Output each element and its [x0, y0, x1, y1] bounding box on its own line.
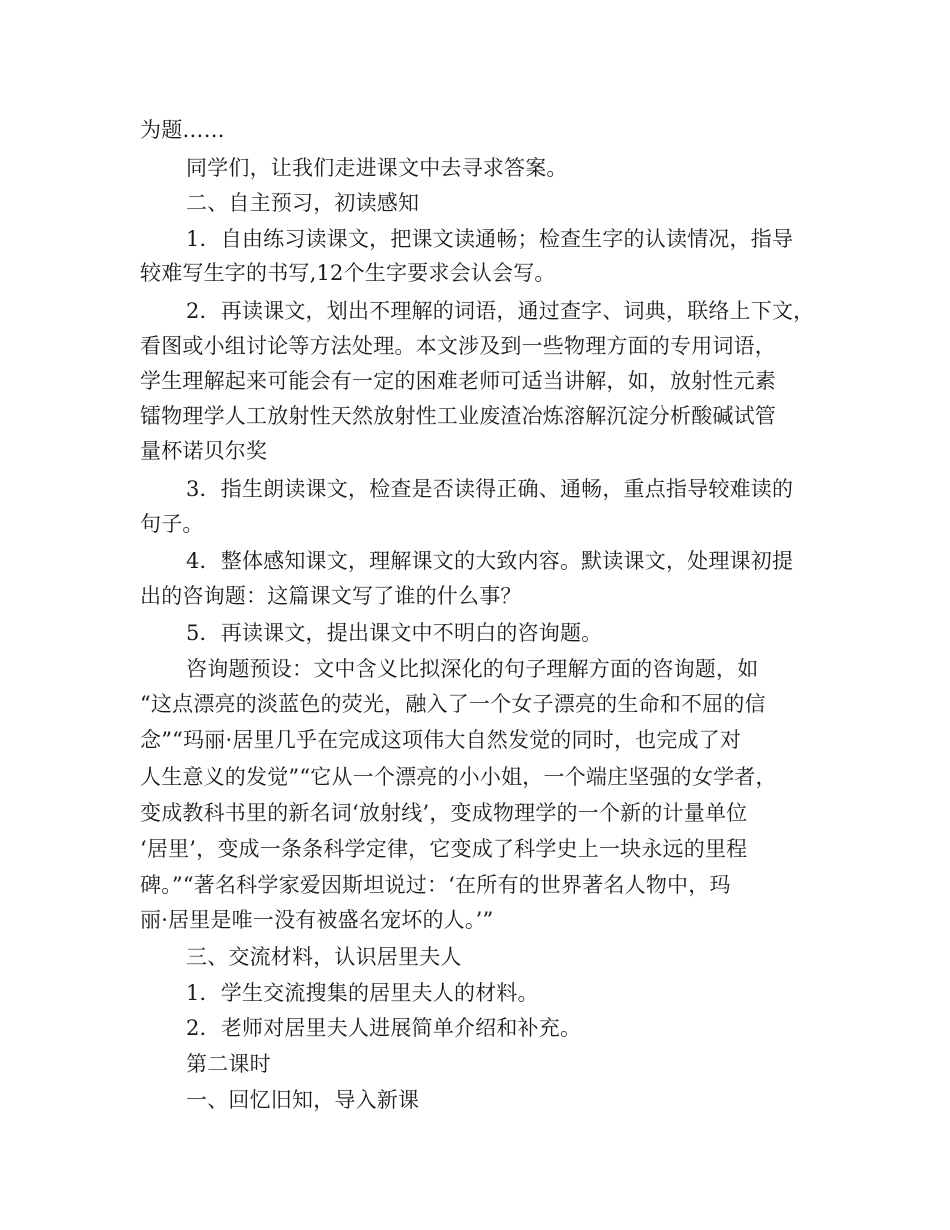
- text-line: 看图或小组讨论等方法处理。本文涉及到一些物理方面的专用词语，: [140, 334, 776, 358]
- text-line: 5．再读课文，提出课文中不明白的咨询题。: [186, 621, 603, 645]
- text-line: 1．学生交流搜集的居里夫人的材料。: [186, 981, 539, 1005]
- text-line: 为题……: [140, 118, 225, 142]
- section-heading: 一、回忆旧知，导入新课: [186, 1088, 420, 1112]
- text-line: 2．老师对居里夫人进展简单介绍和补充。: [186, 1016, 582, 1040]
- text-line: “这点漂亮的淡蓝色的荧光，融入了一个女子漂亮的生命和不屈的信: [140, 692, 766, 716]
- text-line: 量杯诺贝尔奖: [140, 439, 268, 463]
- text-line: 2．再读课文，划出不理解的词语，通过查字、词典，联络上下文，: [186, 299, 815, 323]
- text-line: 念”“玛丽·居里几乎在完成这项伟大自然发觉的同时，也完成了对: [140, 728, 742, 752]
- text-line: 3．指生朗读课文，检查是否读得正确、通畅，重点指导较难读的: [186, 477, 794, 501]
- section-heading: 第二课时: [186, 1052, 271, 1076]
- text-line: 丽·居里是唯一没有被盛名宠坏的人。’”: [140, 908, 494, 932]
- text-line: 镭物理学人工放射性天然放射性工业废渣冶炼溶解沉淀分析酸碱试管: [140, 404, 776, 428]
- text-line: 学生理解起来可能会有一定的困难老师可适当讲解，如，放射性元素: [140, 369, 776, 393]
- section-heading: 三、交流材料，认识居里夫人: [186, 945, 462, 969]
- text-line: 1．自由练习读课文，把课文读通畅；检查生字的认读情况，指导: [186, 227, 794, 251]
- text-line: 人生意义的发觉”“它从一个漂亮的小小姐，一个端庄坚强的女学者，: [140, 765, 777, 789]
- text-line: 4．整体感知课文，理解课文的大致内容。默读课文，处理课初提: [186, 549, 794, 573]
- text-line: 变成教科书里的新名词‘放射线’，变成物理学的一个新的计量单位: [140, 801, 748, 825]
- section-heading: 二、自主预习，初读感知: [186, 191, 420, 215]
- text-line: 出的咨询题：这篇课文写了谁的什么事？: [140, 584, 522, 608]
- text-line: 较难写生字的书写,12个生字要求会认会写。: [140, 261, 556, 285]
- text-line: 咨询题预设：文中含义比拟深化的句子理解方面的咨询题，如: [186, 657, 759, 681]
- text-line: ‘居里’，变成一条条科学定律，它变成了科学史上一块永远的里程: [140, 837, 748, 861]
- text-line: 句子。: [140, 512, 204, 536]
- text-line: 同学们，让我们走进课文中去寻求答案。: [186, 156, 568, 180]
- text-line: 碑。”“著名科学家爱因斯坦说过：‘在所有的世界著名人物中，玛: [140, 873, 731, 897]
